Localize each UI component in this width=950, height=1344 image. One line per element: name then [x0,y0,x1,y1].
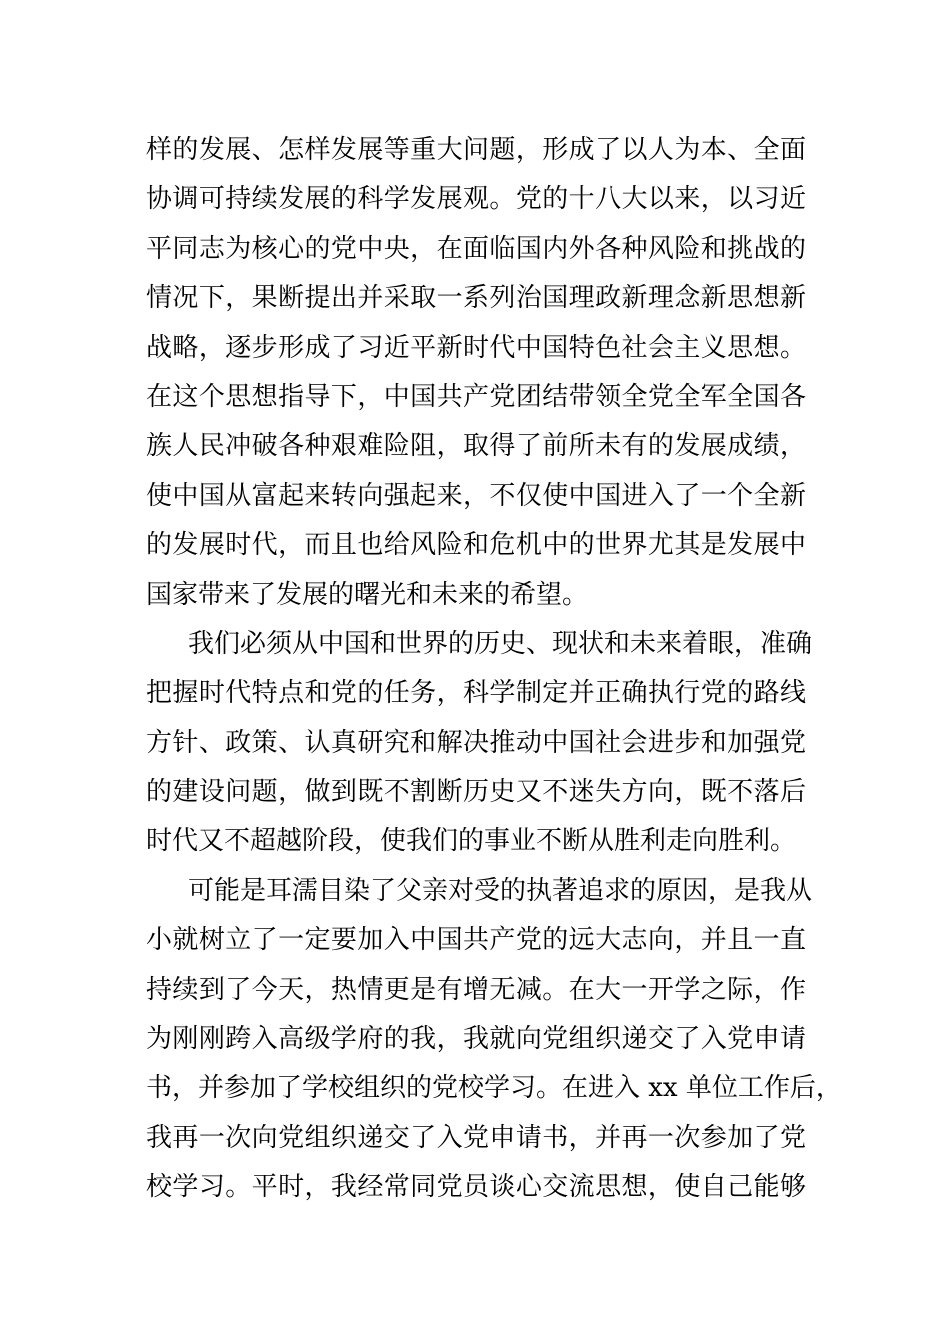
document-body [146,126,842,1213]
text-line: 样的发展、怎样发展等重大问题，形成了以人为本、全面 [146,135,806,165]
text-line: 校学习。平时，我经常同党员谈心交流思想，使自己能够 [146,1172,806,1203]
text-line: 我再一次向党组织递交了入党申请书，并再一次参加了党 [146,1122,806,1153]
text-line: 情况下，果断提出并采取一系列治国理政新理念新思想新 [146,283,806,314]
text-line: 为刚刚跨入高级学府的我，我就向党组织递交了入党申请 [146,1024,806,1055]
text-line: 我们必须从中国和世界的历史、现状和未来着眼，准确 [188,628,813,659]
text-line: 的发展时代，而且也给风险和危机中的世界尤其是发展中 [146,530,806,561]
text-line: 协调可持续发展的科学发展观。党的十八大以来，以习近 [146,184,806,215]
text-line: 把握时代特点和党的任务，科学制定并正确执行党的路线 [146,678,806,709]
text-line: 的建设问题，做到既不割断历史又不迷失方向，既不落后 [146,777,806,808]
text-line: 时代又不超越阶段，使我们的事业不断从胜利走向胜利。 [146,826,797,857]
text-line: 小就树立了一定要加入中国共产党的远大志向，并且一直 [146,925,806,956]
text-line: 战略，逐步形成了习近平新时代中国特色社会主义思想。 [146,332,806,363]
text-line: 书，并参加了学校组织的党校学习。在进入 xx 单位工作后， [146,1073,842,1104]
text-line: 族人民冲破各种艰难险阻，取得了前所未有的发展成绩， [146,431,806,462]
text-line: 在这个思想指导下，中国共产党团结带领全党全军全国各 [146,381,806,412]
text-line: 方针、政策、认真研究和解决推动中国社会进步和加强党 [146,727,806,758]
text-line: 平同志为核心的党中央，在面临国内外各种风险和挑战的 [146,233,806,264]
text-line: 可能是耳濡目染了父亲对受的执著追求的原因，是我从 [188,875,813,906]
text-line: 使中国从富起来转向强起来，不仅使中国进入了一个全新 [146,480,806,511]
text-line: 持续到了今天，热情更是有增无减。在大一开学之际，作 [146,974,806,1005]
text-line: 国家带来了发展的曙光和未来的希望。 [146,579,589,610]
